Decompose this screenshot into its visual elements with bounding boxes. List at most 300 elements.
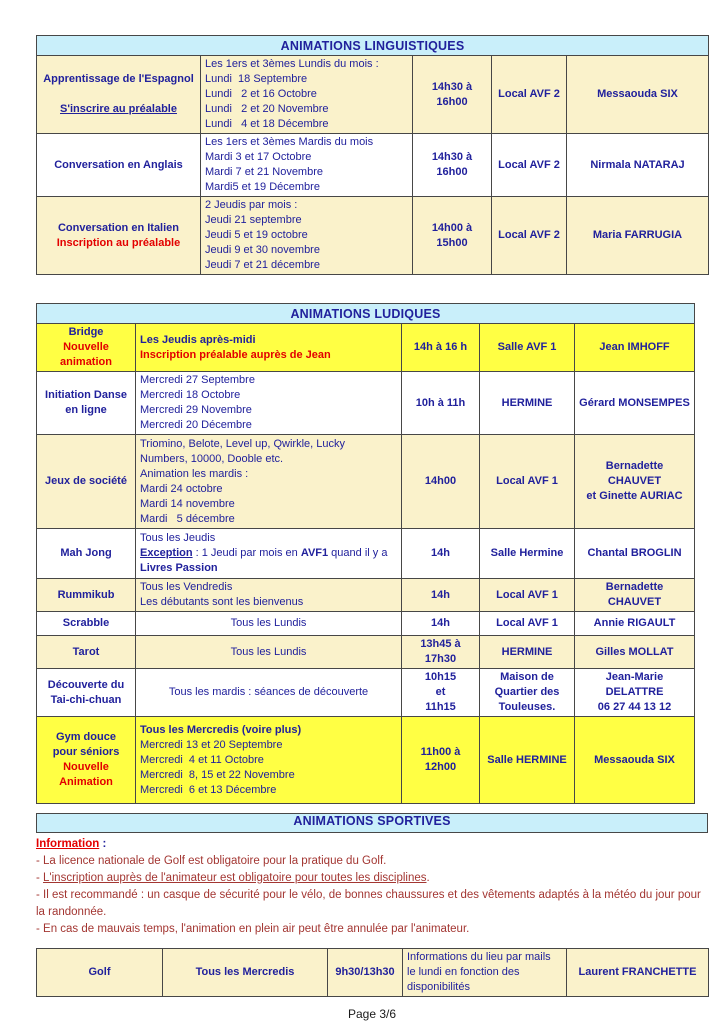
text-line bbox=[406, 685, 475, 700]
text-line bbox=[41, 158, 196, 173]
text-run: quand il y a bbox=[328, 547, 388, 559]
activity-cell bbox=[37, 669, 136, 717]
text-line bbox=[41, 678, 131, 693]
table-row bbox=[37, 612, 695, 636]
text-line bbox=[484, 616, 570, 631]
text-line bbox=[140, 580, 397, 595]
text-line bbox=[140, 546, 397, 561]
text-line bbox=[417, 80, 487, 110]
text-line bbox=[579, 616, 690, 631]
text-line bbox=[571, 228, 704, 243]
text-line bbox=[140, 373, 397, 388]
text-line bbox=[406, 760, 475, 775]
activity-cell bbox=[37, 324, 136, 372]
text-line bbox=[41, 693, 131, 708]
text-run: HERMINE bbox=[501, 645, 553, 658]
time-cell bbox=[402, 669, 480, 717]
time-cell bbox=[402, 612, 480, 636]
text-line bbox=[41, 474, 131, 489]
text-run: Salle Hermine bbox=[490, 547, 564, 559]
text-line bbox=[406, 616, 475, 631]
text-line bbox=[484, 340, 570, 355]
text-run: 10h à 11h bbox=[415, 396, 466, 409]
text-run: Les 1ers et 3èmes Lundis du mois : bbox=[205, 58, 379, 70]
activity-cell bbox=[37, 717, 136, 804]
text-line bbox=[406, 700, 475, 715]
text-line bbox=[41, 355, 131, 370]
location-cell bbox=[480, 636, 575, 669]
text-run: 14h30 à 16h00 bbox=[431, 151, 476, 178]
text-run: Local AVF 1 bbox=[496, 617, 558, 629]
text-run: - La licence nationale de Golf est obligatoire pour la pratique du Golf. bbox=[36, 855, 387, 867]
time-cell bbox=[328, 949, 403, 997]
text-run: 2 Jeudis par mois : bbox=[205, 199, 298, 211]
text-line bbox=[407, 950, 562, 965]
text-line bbox=[205, 180, 408, 195]
text-run: 14h bbox=[431, 617, 450, 629]
schedule-cell bbox=[136, 612, 402, 636]
activity-cell bbox=[37, 949, 163, 997]
schedule-cell bbox=[201, 56, 413, 134]
text-line bbox=[41, 87, 196, 102]
time-cell bbox=[413, 197, 492, 275]
text-line bbox=[205, 258, 408, 273]
text-line bbox=[205, 243, 408, 258]
text-run: S'inscrire au préalable bbox=[60, 103, 177, 115]
text-line bbox=[579, 340, 690, 355]
text-line bbox=[579, 645, 690, 660]
table-row bbox=[37, 435, 695, 529]
text-line bbox=[406, 340, 475, 355]
text-run: 13h45 à bbox=[420, 638, 461, 650]
activity-cell bbox=[37, 579, 136, 612]
text-line bbox=[205, 213, 408, 228]
text-run: Triomino, Belote, Level up, Qwirkle, Lucky bbox=[140, 437, 346, 450]
text-line bbox=[571, 87, 704, 102]
text-line bbox=[484, 645, 570, 660]
text-line bbox=[41, 745, 131, 760]
text-line bbox=[484, 396, 570, 411]
text-run: Mercredi 20 Décembre bbox=[140, 419, 252, 431]
activity-cell bbox=[37, 529, 136, 579]
text-run: Nouvelle bbox=[63, 341, 109, 353]
text-run: : bbox=[99, 838, 107, 850]
text-line bbox=[205, 72, 408, 87]
text-line bbox=[205, 228, 408, 243]
text-run: Mah Jong bbox=[60, 547, 112, 559]
text-line bbox=[205, 57, 408, 72]
text-line bbox=[36, 870, 712, 887]
text-run: en ligne bbox=[65, 404, 107, 416]
text-run: Tous les Jeudis bbox=[140, 532, 216, 544]
text-line bbox=[140, 595, 397, 610]
text-line bbox=[406, 396, 475, 411]
time-cell bbox=[402, 372, 480, 435]
text-line bbox=[36, 921, 712, 938]
text-line bbox=[205, 165, 408, 180]
time-cell bbox=[402, 579, 480, 612]
text-run: Tous les Mercredis (voire plus) bbox=[140, 723, 302, 736]
text-line bbox=[484, 546, 570, 561]
text-line bbox=[140, 723, 397, 738]
text-line bbox=[41, 730, 131, 745]
text-run: Mercredi 13 et 20 Septembre bbox=[140, 738, 283, 751]
text-run: Nouvelle bbox=[63, 761, 109, 773]
text-line bbox=[41, 403, 131, 418]
text-run: Local AVF 1 bbox=[496, 588, 558, 601]
text-run: Mercredi 4 et 11 Octobre bbox=[140, 753, 264, 766]
text-line bbox=[140, 753, 397, 768]
location-cell bbox=[480, 612, 575, 636]
text-line bbox=[406, 637, 475, 652]
text-run: 14h bbox=[431, 547, 450, 559]
text-line bbox=[140, 418, 397, 433]
text-line bbox=[496, 158, 562, 173]
location-cell bbox=[492, 197, 567, 275]
schedule-cell bbox=[136, 636, 402, 669]
table-golf bbox=[36, 948, 709, 997]
text-run: 17h30 bbox=[424, 653, 457, 665]
text-line bbox=[41, 588, 131, 603]
text-run: 14h à 16 h bbox=[413, 341, 468, 353]
animator-cell bbox=[575, 529, 695, 579]
table-row bbox=[37, 197, 709, 275]
text-line bbox=[406, 546, 475, 561]
sportives-info-block bbox=[36, 836, 712, 938]
text-run: Tous les Mercredis bbox=[195, 966, 295, 978]
text-run: Local AVF 2 bbox=[498, 229, 560, 241]
text-run: - Il est recommandé : un casque de sécurité pour le vélo, de bonnes chaussures et des vêtements adaptés à la météo du jour pour la randonnée. bbox=[36, 889, 705, 918]
text-run: 10h15 bbox=[424, 671, 457, 683]
text-run: Mardi 7 et 21 Novembre bbox=[205, 166, 323, 178]
section-title: ANIMATIONS LINGUISTIQUES bbox=[37, 36, 709, 56]
text-line bbox=[484, 753, 570, 768]
text-line bbox=[332, 965, 398, 980]
text-run: Lundi 2 et 16 Octobre bbox=[205, 88, 317, 100]
text-line bbox=[205, 135, 408, 150]
time-cell bbox=[402, 529, 480, 579]
activity-cell bbox=[37, 435, 136, 529]
text-line bbox=[406, 588, 475, 603]
text-run: Jean IMHOFF bbox=[599, 341, 670, 353]
location-cell bbox=[492, 56, 567, 134]
text-line bbox=[41, 325, 131, 340]
section-title-sportives: ANIMATIONS SPORTIVES bbox=[36, 813, 708, 833]
text-line bbox=[205, 198, 408, 213]
text-line bbox=[41, 102, 196, 117]
text-line bbox=[140, 512, 397, 527]
text-run: Gilles MOLLAT bbox=[595, 645, 674, 658]
text-run: Chantal BROGLIN bbox=[587, 547, 682, 559]
text-line bbox=[140, 497, 397, 512]
text-line bbox=[140, 437, 397, 452]
activity-cell bbox=[37, 197, 201, 275]
table-row bbox=[37, 134, 709, 197]
text-run: Mercredi 18 Octobre bbox=[140, 389, 241, 401]
text-line bbox=[579, 396, 690, 411]
text-line bbox=[140, 561, 397, 576]
animator-cell bbox=[567, 949, 709, 997]
text-run: Salle HERMINE bbox=[487, 753, 567, 766]
location-cell bbox=[480, 435, 575, 529]
table-row bbox=[37, 372, 695, 435]
text-run: Golf bbox=[88, 966, 111, 978]
location-cell bbox=[480, 372, 575, 435]
section-title: ANIMATIONS LUDIQUES bbox=[37, 304, 695, 324]
location-cell bbox=[492, 134, 567, 197]
animator-cell bbox=[575, 435, 695, 529]
text-line bbox=[407, 980, 562, 995]
schedule-cell bbox=[136, 717, 402, 804]
text-line bbox=[41, 616, 131, 631]
table-row bbox=[37, 324, 695, 372]
table-row bbox=[37, 579, 695, 612]
text-run: Lundi 2 et 20 Novembre bbox=[205, 103, 329, 115]
text-line bbox=[406, 652, 475, 667]
text-run: Laurent FRANCHETTE bbox=[578, 966, 697, 978]
text-line bbox=[140, 482, 397, 497]
text-line bbox=[406, 474, 475, 489]
text-line bbox=[36, 853, 712, 870]
text-run: Bernadette CHAUVET bbox=[605, 581, 667, 608]
animator-cell bbox=[575, 579, 695, 612]
text-line bbox=[205, 102, 408, 117]
text-line bbox=[484, 474, 570, 489]
text-line bbox=[140, 768, 397, 783]
text-run: Conversation en Italien bbox=[57, 221, 180, 234]
table-row bbox=[37, 669, 695, 717]
text-run: disponibilités bbox=[407, 981, 470, 993]
activity-cell bbox=[37, 372, 136, 435]
text-run: Les débutants sont les bienvenus bbox=[140, 596, 304, 608]
text-run: 14h00 bbox=[424, 475, 457, 487]
text-line bbox=[140, 333, 397, 348]
schedule-cell bbox=[136, 372, 402, 435]
table-row bbox=[37, 717, 695, 804]
schedule-cell bbox=[163, 949, 328, 997]
text-run: Jeudi 7 et 21 décembre bbox=[205, 259, 320, 271]
text-line bbox=[36, 836, 712, 853]
text-run: pour séniors bbox=[52, 746, 120, 758]
text-run: 11h15 bbox=[425, 701, 456, 713]
table-row bbox=[37, 636, 695, 669]
text-run: Tous les Lundis bbox=[230, 645, 307, 658]
text-run: AVF1 bbox=[300, 547, 329, 559]
table-row bbox=[37, 529, 695, 579]
table-animations-linguistiques bbox=[36, 35, 709, 275]
table-row bbox=[37, 56, 709, 134]
text-line bbox=[41, 645, 131, 660]
text-run: Initiation Danse bbox=[45, 389, 127, 401]
text-run: Apprentissage de l'Espagnol bbox=[43, 73, 194, 85]
text-run: Jeudi 21 septembre bbox=[205, 214, 302, 226]
text-run: Mercredi 27 Septembre bbox=[140, 374, 255, 386]
text-line bbox=[406, 670, 475, 685]
text-run: Conversation en Anglais bbox=[54, 158, 183, 171]
text-run: Local AVF 2 bbox=[498, 158, 560, 171]
text-line bbox=[205, 150, 408, 165]
location-cell bbox=[480, 579, 575, 612]
text-run: Gym douce bbox=[56, 731, 116, 743]
text-line bbox=[140, 467, 397, 482]
animator-cell bbox=[575, 612, 695, 636]
text-run: Jeudi 9 et 30 novembre bbox=[205, 244, 320, 256]
animator-cell bbox=[575, 372, 695, 435]
text-run: Jeux de société bbox=[45, 475, 127, 487]
text-line bbox=[417, 150, 487, 180]
text-line bbox=[571, 965, 704, 980]
location-cell bbox=[480, 529, 575, 579]
text-line bbox=[496, 87, 562, 102]
text-line bbox=[41, 388, 131, 403]
text-run: Découverte du bbox=[47, 678, 125, 691]
text-line bbox=[41, 546, 131, 561]
time-cell bbox=[413, 134, 492, 197]
text-run: 9h30/13h30 bbox=[335, 966, 395, 978]
animator-cell bbox=[567, 56, 709, 134]
text-run: Messaouda SIX bbox=[597, 88, 678, 100]
text-run: Mardi5 et 19 Décembre bbox=[205, 181, 320, 193]
text-run: Tous les Lundis bbox=[230, 617, 307, 629]
text-run: Rummikub bbox=[57, 588, 115, 601]
text-run: Mardi 3 et 17 Octobre bbox=[205, 151, 312, 163]
text-run: Annie RIGAULT bbox=[593, 617, 676, 629]
text-run: Quartier des bbox=[494, 686, 560, 698]
activity-cell bbox=[37, 612, 136, 636]
animator-cell bbox=[575, 669, 695, 717]
text-line bbox=[496, 228, 562, 243]
text-line bbox=[417, 221, 487, 251]
text-run: HERMINE bbox=[501, 396, 553, 409]
time-cell bbox=[402, 435, 480, 529]
text-line bbox=[579, 700, 690, 715]
text-run: Messaouda SIX bbox=[594, 753, 675, 766]
text-line bbox=[41, 340, 131, 355]
page-number: Page 3/6 bbox=[347, 1007, 397, 1021]
text-run: 12h00 bbox=[424, 761, 457, 773]
text-run: - En cas de mauvais temps, l'animation en plein air peut être annulée par l'animateur. bbox=[36, 923, 470, 935]
text-line bbox=[484, 700, 570, 715]
schedule-cell bbox=[136, 435, 402, 529]
text-run: Numbers, 10000, Dooble etc. bbox=[140, 452, 284, 465]
activity-cell bbox=[37, 56, 201, 134]
table-row bbox=[37, 949, 709, 997]
text-run: 14h30 à 16h00 bbox=[431, 80, 476, 108]
schedule-cell bbox=[136, 669, 402, 717]
animator-cell bbox=[575, 324, 695, 372]
location-cell bbox=[480, 669, 575, 717]
text-line bbox=[140, 531, 397, 546]
text-line bbox=[579, 753, 690, 768]
animator-cell bbox=[575, 717, 695, 804]
text-line bbox=[140, 388, 397, 403]
text-line bbox=[140, 685, 397, 700]
text-line bbox=[36, 887, 712, 921]
text-run: Information bbox=[36, 838, 100, 850]
schedule-cell bbox=[136, 324, 402, 372]
text-line bbox=[579, 580, 690, 610]
text-run: Tarot bbox=[72, 645, 100, 658]
text-run: Jean-Marie DELATTRE bbox=[605, 671, 667, 698]
time-cell bbox=[402, 636, 480, 669]
location-cell bbox=[480, 324, 575, 372]
text-run: Bridge bbox=[68, 326, 104, 338]
text-line bbox=[571, 158, 704, 173]
section-gap bbox=[0, 275, 724, 303]
time-cell bbox=[402, 717, 480, 804]
text-run: Lundi 4 et 18 Décembre bbox=[205, 118, 329, 130]
text-run: Inscription préalable auprès de Jean bbox=[140, 348, 331, 361]
text-run: Les 1ers et 3èmes Mardis du mois bbox=[205, 136, 374, 148]
text-run: Nirmala NATARAJ bbox=[590, 158, 685, 171]
text-run: Mardi 14 novembre bbox=[140, 497, 235, 510]
text-line bbox=[41, 775, 131, 790]
schedule-cell bbox=[136, 529, 402, 579]
text-run: - bbox=[36, 872, 44, 884]
table-animations-ludiques bbox=[36, 303, 695, 804]
text-run: : 1 Jeudi par mois en bbox=[192, 547, 301, 559]
text-line bbox=[406, 745, 475, 760]
location-cell bbox=[403, 949, 567, 997]
text-run: Tai-chi-chuan bbox=[50, 693, 122, 706]
activity-cell bbox=[37, 134, 201, 197]
text-run: Livres Passion bbox=[140, 562, 218, 574]
text-run: Mercredi 8, 15 et 22 Novembre bbox=[140, 768, 295, 781]
text-line bbox=[579, 546, 690, 561]
text-run: animation bbox=[60, 356, 112, 368]
text-line bbox=[140, 348, 397, 363]
text-run: Scrabble bbox=[62, 617, 110, 629]
text-run: Tous les mardis : séances de découverte bbox=[168, 686, 369, 698]
activity-cell bbox=[37, 636, 136, 669]
text-line bbox=[167, 965, 323, 980]
text-run: Local AVF 2 bbox=[498, 88, 560, 100]
text-run: le lundi en fonction des bbox=[407, 966, 520, 978]
schedule-cell bbox=[136, 579, 402, 612]
text-line bbox=[484, 685, 570, 700]
text-run: Salle AVF 1 bbox=[497, 341, 557, 353]
schedule-cell bbox=[201, 197, 413, 275]
text-line bbox=[41, 221, 196, 236]
text-line bbox=[579, 670, 690, 700]
text-line bbox=[579, 459, 690, 489]
text-run: Mardi 24 octobre bbox=[140, 482, 223, 495]
text-run: Animation bbox=[59, 776, 113, 788]
text-line bbox=[41, 760, 131, 775]
text-run: Animation les mardis : bbox=[140, 467, 249, 480]
text-run bbox=[117, 88, 120, 100]
text-run: Tous les Vendredis bbox=[140, 581, 233, 593]
text-line bbox=[41, 72, 196, 87]
text-run: et Ginette AURIAC bbox=[586, 490, 683, 502]
text-line bbox=[484, 588, 570, 603]
text-run: Mardi 5 décembre bbox=[140, 512, 235, 525]
text-run: Gérard MONSEMPES bbox=[579, 396, 690, 409]
text-line bbox=[140, 783, 397, 798]
text-line bbox=[140, 452, 397, 467]
text-line bbox=[41, 236, 196, 251]
text-run: Inscription au préalable bbox=[56, 236, 181, 249]
text-line bbox=[140, 738, 397, 753]
text-run: 14h00 à 15h00 bbox=[431, 221, 476, 249]
text-line bbox=[205, 117, 408, 132]
text-line bbox=[407, 965, 562, 980]
section-gap bbox=[0, 804, 724, 813]
animator-cell bbox=[567, 197, 709, 275]
text-run: 11h00 à bbox=[420, 746, 461, 758]
text-line bbox=[140, 645, 397, 660]
text-run: et bbox=[435, 686, 446, 698]
